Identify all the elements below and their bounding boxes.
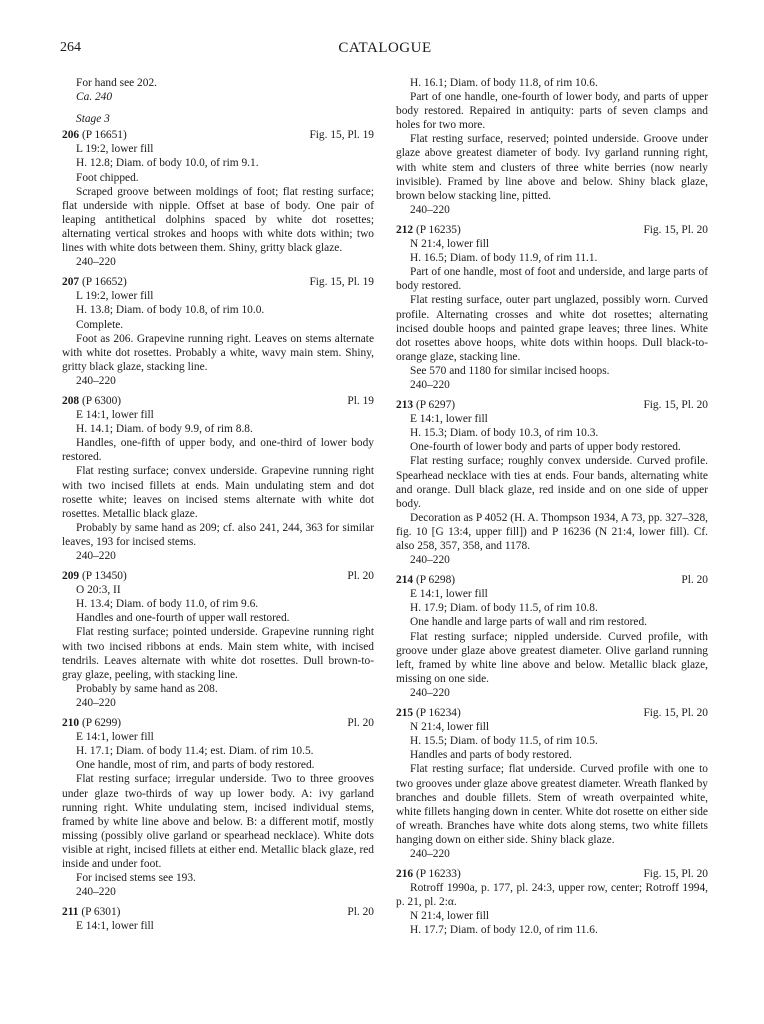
- inventory-number: (P 16233): [415, 868, 461, 881]
- comparison-note: Probably by same hand as 208.: [76, 682, 218, 695]
- entry-heading: [396, 398, 708, 412]
- dimensions: H. 17.9; Diam. of body 11.5, of rim 10.8.: [410, 602, 598, 615]
- inventory-number: (P 6297): [415, 399, 456, 412]
- figure-plate-ref: Fig. 15, Pl. 20: [643, 707, 708, 720]
- inventory-number: (P 6301): [81, 906, 121, 919]
- description: Flat resting surface; roughly convex underside. Curved profile. Spearhead necklace with ties at ends. Four bands, alternating white and orange. Dull black glaze, red inside and on one side of upper body.: [396, 455, 708, 510]
- entry-number: 215: [396, 707, 414, 720]
- figure-plate-ref: Fig. 15, Pl. 20: [643, 399, 708, 412]
- inventory-number: (P 16234): [415, 707, 461, 720]
- date-range: 240–220: [76, 256, 116, 269]
- entry-heading: [62, 569, 374, 583]
- description: Flat resting surface; nippled underside. Curved profile, with groove under glaze above greatest diameter. Olive garland running left, framed by white line above and below. Metallic black glaze, missing on one side.: [396, 630, 708, 685]
- figure-plate-ref: Pl. 19: [347, 394, 374, 407]
- catalogue-entry-209: [62, 569, 374, 710]
- description: Flat resting surface; flat underside. Curved profile with one to two grooves under glaze above greatest diameter. Wreath flanked by branches and double fillets. Stem of wreath overpainted white, white fillets hanging down in center. White dot rosette on either side of wreath. Branches have white dots along stems, two white fillets hanging down on either side. Shiny black glaze.: [396, 763, 708, 846]
- entry-heading: [396, 573, 708, 587]
- findspot: E 14:1, lower fill: [76, 920, 154, 933]
- catalogue-entry-214: [396, 573, 708, 700]
- date-range: 240–220: [410, 378, 450, 391]
- findspot: N 21:4, lower fill: [410, 910, 490, 923]
- entry-number: 216: [396, 868, 414, 881]
- inventory-number: (P 16652): [81, 276, 127, 289]
- comparison-note: For incised stems see 193.: [76, 872, 196, 885]
- entry-heading: [62, 716, 374, 730]
- condition: Handles and parts of body restored.: [410, 749, 572, 762]
- dimensions: H. 16.1; Diam. of body 11.8, of rim 10.6.: [410, 77, 598, 89]
- inventory-number: (P 13450): [81, 570, 127, 583]
- figure-plate-ref: Fig. 15, Pl. 20: [643, 223, 708, 236]
- findspot: O 20:3, II: [76, 584, 121, 597]
- catalogue-entry-212: [396, 223, 708, 392]
- intro-hand-note: For hand see 202.: [76, 77, 157, 89]
- catalogue-entry-211: [62, 905, 374, 933]
- findspot: E 14:1, lower fill: [410, 588, 488, 601]
- condition: Part of one handle, most of foot and underside, and large parts of body restored.: [396, 266, 708, 293]
- catalogue-entry-208: [62, 394, 374, 563]
- condition: Handles, one-fifth of upper body, and one-third of lower body restored.: [62, 437, 374, 464]
- catalogue-entry-215: [396, 706, 708, 861]
- condition: One handle, most of rim, and parts of body restored.: [76, 759, 315, 772]
- comparison-note: Decoration as P 4052 (H. A. Thompson 1934, A 73, pp. 327–328, fig. 10 [G 13:4, upper fill]) and P 16236 (N 21:4, lower fill). Cf. also 258, 357, 358, and 1178.: [396, 511, 708, 552]
- entry-number: 206: [62, 129, 80, 142]
- inventory-number: (P 6298): [415, 574, 456, 587]
- entry-heading: [396, 706, 708, 720]
- dimensions: H. 15.5; Diam. of body 11.5, of rim 10.5.: [410, 735, 598, 748]
- findspot: E 14:1, lower fill: [410, 413, 488, 426]
- running-title: CATALOGUE: [338, 40, 432, 56]
- date-range: 240–220: [410, 554, 450, 567]
- stage-heading: Stage 3: [76, 113, 110, 126]
- description: Flat resting surface, reserved; pointed underside. Groove under glaze above greatest diameter of body. Ivy garland running right, with white stem and clusters of three white berries (now nearly invisible). Framed by line above and below. Shiny black glaze, brown below stacking line, pitted.: [396, 133, 708, 202]
- date-range: 240–220: [410, 203, 450, 216]
- date-range: 240–220: [410, 686, 450, 699]
- entry-heading: [396, 867, 708, 881]
- findspot: E 14:1, lower fill: [76, 409, 154, 422]
- findspot: L 19:2, lower fill: [76, 143, 154, 156]
- dimensions: H. 16.5; Diam. of body 11.9, of rim 11.1.: [410, 252, 598, 265]
- condition: One handle and large parts of wall and rim restored.: [410, 616, 648, 629]
- findspot: E 14:1, lower fill: [76, 731, 154, 744]
- dimensions: H. 17.1; Diam. of body 11.4; est. Diam. of rim 10.5.: [76, 745, 314, 758]
- entry-number: 207: [62, 276, 80, 289]
- inventory-number: (P 6299): [81, 717, 122, 730]
- dimensions: H. 14.1; Diam. of body 9.9, of rim 8.8.: [76, 423, 253, 436]
- date-range: 240–220: [410, 847, 450, 860]
- figure-plate-ref: Pl. 20: [347, 717, 374, 730]
- date-range: 240–220: [76, 550, 116, 562]
- page-number: 264: [60, 40, 81, 55]
- dimensions: H. 17.7; Diam. of body 12.0, of rim 11.6.: [410, 924, 598, 937]
- entry-number: 214: [396, 574, 414, 587]
- figure-plate-ref: Fig. 15, Pl. 19: [309, 129, 374, 142]
- entry-heading: [62, 394, 374, 408]
- entry-number: 208: [62, 394, 80, 407]
- catalogue-entry-216: [396, 867, 708, 937]
- catalogue-entry-211-continued: [396, 76, 708, 217]
- date-range: 240–220: [76, 696, 116, 709]
- condition: Complete.: [76, 318, 124, 331]
- description: Foot as 206. Grapevine running right. Leaves on stems alternate with white dot rosettes. Probably a white, wavy main stem. Shiny, gritty black glaze, stacking line.: [62, 332, 374, 373]
- catalogue-entry-210: [62, 716, 374, 899]
- left-column: [62, 76, 374, 939]
- comparison-note: Probably by same hand as 209; cf. also 241, 244, 363 for similar leaves, 193 for incised stems.: [62, 521, 374, 548]
- entry-number: 212: [396, 223, 414, 236]
- catalogue-entry-207: [62, 275, 374, 388]
- entry-number: 210: [62, 717, 80, 730]
- page-header: [60, 40, 710, 62]
- figure-plate-ref: Pl. 20: [681, 574, 708, 587]
- figure-plate-ref: Fig. 15, Pl. 19: [309, 276, 374, 289]
- dimensions: H. 15.3; Diam. of body 10.3, of rim 10.3.: [410, 427, 599, 440]
- inventory-number: (P 6300): [81, 394, 122, 407]
- dimensions: H. 13.4; Diam. of body 11.0, of rim 9.6.: [76, 598, 259, 611]
- inventory-number: (P 16235): [415, 223, 461, 236]
- comparison-note: See 570 and 1180 for similar incised hoops.: [410, 364, 610, 377]
- date-range: 240–220: [76, 886, 116, 899]
- entry-heading: [62, 275, 374, 289]
- date-range: 240–220: [76, 374, 116, 387]
- inventory-number: (P 16651): [81, 129, 127, 142]
- description: Flat resting surface; irregular underside. Two to three grooves under glaze two-thirds of way up lower body. A: ivy garland running right. White undulating stem, incised individual stems, framed by white line above and below. B: a different motif, mostly missing (possibly olive garland or spearhead necklace). White dots visible at right, incised fillets at either end. Metallic black glaze, red inside and under foot.: [62, 773, 374, 870]
- entry-number: 211: [62, 906, 79, 919]
- description: Flat resting surface; pointed underside. Grapevine running right with two incised ribbons at ends. Main stem white, with incised tendrils. Leaves alternate with white dot rosettes. Dull brown-to-gray glaze, peeling, with stacking line.: [62, 626, 374, 681]
- figure-plate-ref: Pl. 20: [347, 906, 374, 919]
- entry-number: 209: [62, 570, 80, 583]
- intro-date: Ca. 240: [76, 91, 113, 104]
- entry-heading: [396, 223, 708, 237]
- description: Flat resting surface; convex underside. Grapevine running right with two incised fillets at ends. Main undulating stem and dot rosette white; leaves on incised stems alternate with white dot rosettes. Metallic black glaze.: [62, 465, 374, 520]
- bibliography: Rotroff 1990a, p. 177, pl. 24:3, upper row, center; Rotroff 1994, p. 21, pl. 2:α.: [396, 882, 708, 909]
- condition: Handles and one-fourth of upper wall restored.: [76, 612, 290, 625]
- description: Flat resting surface, outer part unglazed, possibly worn. Curved profile. Alternating crosses and white dot rosettes; alternating incised double hoops and painted grape leaves; three lines. White dot rosettes above hoops, white dots within hoops. Dull black-to-orange glaze, stacking line.: [396, 294, 708, 363]
- condition: Part of one handle, one-fourth of lower body, and parts of upper body restored. Repaired in antiquity: parts of seven clamps and holes for two more.: [396, 91, 708, 132]
- right-column: [396, 76, 708, 944]
- figure-plate-ref: Pl. 20: [347, 570, 374, 583]
- figure-plate-ref: Fig. 15, Pl. 20: [643, 868, 708, 881]
- entry-heading: [62, 905, 374, 919]
- condition: One-fourth of lower body and parts of upper body restored.: [410, 441, 681, 454]
- entry-heading: [62, 128, 374, 142]
- catalogue-entry-206: [62, 128, 374, 269]
- findspot: N 21:4, lower fill: [410, 721, 490, 734]
- catalogue-entry-213: [396, 398, 708, 567]
- findspot: L 19:2, lower fill: [76, 290, 154, 303]
- dimensions: H. 12.8; Diam. of body 10.0, of rim 9.1.: [76, 157, 259, 170]
- dimensions: H. 13.8; Diam. of body 10.8, of rim 10.0.: [76, 304, 265, 317]
- condition: Foot chipped.: [76, 171, 139, 184]
- description: Scraped groove between moldings of foot; flat resting surface; flat underside with nipple. Offset at base of body. One pair of leaping antithetical dolphins spaced by white dot rosettes; alternating vertical strokes and hoops with white dots within; two lines with white dots between them. Shiny, gritty black glaze.: [62, 185, 374, 255]
- findspot: N 21:4, lower fill: [410, 238, 490, 251]
- entry-number: 213: [396, 399, 414, 412]
